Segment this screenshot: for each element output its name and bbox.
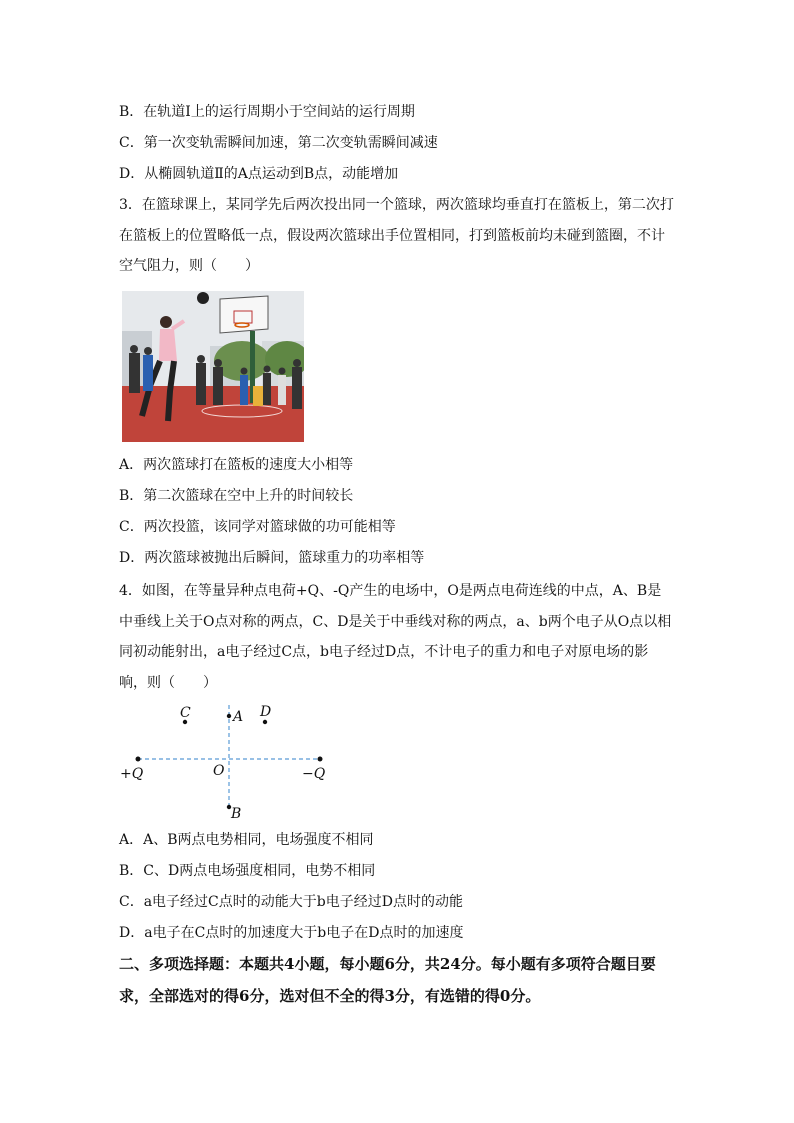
label-o: O xyxy=(213,763,225,779)
q2-option-c: C．第一次变轨需瞬间加速，第二次变轨需瞬间减速 xyxy=(119,135,438,151)
q2-option-b: B．在轨道Ⅰ上的运行周期小于空间站的运行周期 xyxy=(119,104,415,120)
q2-option-d: D．从椭圆轨道Ⅱ的A点运动到B点，动能增加 xyxy=(119,166,399,182)
q4-option-b: B．C、D两点电场强度相同，电势不相同 xyxy=(119,863,376,879)
q3-stem: 3．在篮球课上，某同学先后两次投出同一个篮球，两次篮球均垂直打在篮板上，第二次打在篮板上的位置略低一点，假设两次篮球出手位置相同，打到篮板前均未碰到篮圈，不计空气阻力，则（ ） xyxy=(119,197,674,274)
q3-option-d: D．两次篮球被抛出后瞬间，篮球重力的功率相等 xyxy=(119,550,425,566)
q3-option-c: C．两次投篮，该同学对篮球做的功可能相等 xyxy=(119,519,396,535)
q4-option-c: C．a电子经过C点时的动能大于b电子经过D点时的动能 xyxy=(119,894,463,910)
q3-option-a: A．两次篮球打在篮板的速度大小相等 xyxy=(119,457,354,473)
q4-option-a: A．A、B两点电势相同，电场强度不相同 xyxy=(119,832,374,848)
label-d: D xyxy=(260,704,272,720)
label-c: C xyxy=(180,705,191,721)
basketball-photo xyxy=(122,291,304,442)
q4-option-d: D．a电子在C点时的加速度大于b电子在D点时的加速度 xyxy=(119,925,464,941)
label-b: B xyxy=(231,806,242,822)
section2-heading: 二、多项选择题：本题共4小题，每小题6分，共24分。每小题有多项符合题目要求，全部选对的得6分，选对但不全的得3分，有选错的得0分。 xyxy=(119,955,656,1005)
label-a: A xyxy=(233,709,244,725)
charge-field-diagram xyxy=(110,695,350,825)
q3-option-b: B．第二次篮球在空中上升的时间较长 xyxy=(119,488,354,504)
q4-stem: 4．如图，在等量异种点电荷+Q、-Q产生的电场中，O是两点电荷连线的中点，A、B是中垂线上关于O点对称的两点，C、D是关于中垂线对称的两点，a、b两个电子从O点以相同初动能射出，a电子经过C点，b电子经过D点，不计电子的重力和电子对原电场的影响，则（ ） xyxy=(119,583,672,691)
label-minus-q: −Q xyxy=(302,766,326,782)
label-plus-q: +Q xyxy=(120,766,144,782)
